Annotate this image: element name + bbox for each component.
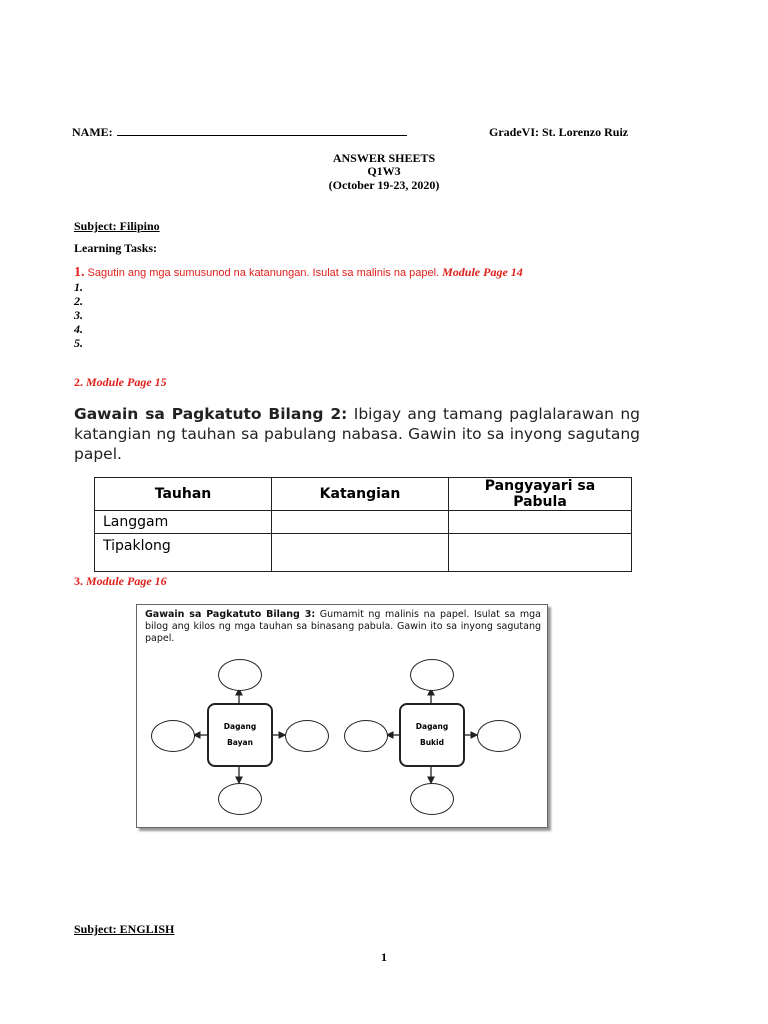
task3-number: 3. [74,574,83,588]
name-field [72,125,407,140]
table-header-pangyayari: Pangyayari sa Pabula [449,478,632,511]
box2-line2: Bukid [420,738,444,747]
task2-line [74,375,167,390]
box2-line1: Dagang [415,722,449,731]
answer-oval[interactable] [218,659,262,691]
box1-line2: Bayan [227,738,253,747]
task3-figure-instruction: Gumamit ng malinis na papel. Isulat sa mga bilog ang kilos ng mga tauhan sa binasang pabula. Gawin ito sa inyong sagutang papel. [145,609,541,644]
task2-figure [74,404,644,570]
table-header-tauhan: Tauhan [95,478,272,511]
task2-figure-instruction: Ibigay ang tamang paglalarawan ng katangian ng tauhan sa pabulang nabasa. Gawin ito sa inyong sagutang papel. [74,405,640,463]
table-cell-tauhan: Langgam [95,511,272,534]
answer-item-2: 2. [74,294,83,308]
tauhan-table [94,477,632,572]
table-header-katangian: Katangian [272,478,449,511]
answer-oval[interactable] [218,783,262,815]
answer-oval[interactable] [285,720,329,752]
answer-item-4: 4. [74,322,83,336]
table-row [95,534,632,572]
dagang-bukid-box [399,703,465,767]
task3-line [74,574,167,589]
task2-figure-heading: Gawain sa Pagkatuto Bilang 2: [74,405,348,423]
grade-section-label: GradeVI: St. Lorenzo Ruiz [489,125,629,139]
answer-oval[interactable] [410,783,454,815]
answer-oval[interactable] [410,659,454,691]
table-cell-katangian[interactable] [272,534,449,572]
task3-figure [136,604,548,828]
answer-oval[interactable] [477,720,521,752]
subject-filipino: Subject: Filipino [74,219,160,233]
name-blank-line[interactable] [117,125,407,136]
table-cell-pangyayari[interactable] [449,511,632,534]
task2-module-ref: Module Page 15 [86,375,167,389]
table-row [95,511,632,534]
task2-figure-text [74,404,640,464]
title-line-1: ANSWER SHEETS [332,151,436,165]
dagang-bayan-box [207,703,273,767]
task1-instruction: Sagutin ang mga sumusunod na katanungan. Isulat sa malinis na papel. [87,267,440,279]
diagram-arrows [137,605,547,827]
answer-item-1: 1. [74,280,83,294]
answer-oval[interactable] [344,720,388,752]
table-cell-tauhan: Tipaklong [95,534,272,572]
task3-figure-heading: Gawain sa Pagkatuto Bilang 3: [145,609,316,620]
answer-item-5: 5. [74,336,83,350]
task2-number: 2. [74,375,83,389]
table-cell-katangian[interactable] [272,511,449,534]
title-line-2: Q1W3 [367,164,401,178]
task1-number: 1. [74,265,85,280]
box1-line1: Dagang [223,722,257,731]
task3-module-ref: Module Page 16 [86,574,167,588]
page-number: 1 [381,950,387,964]
learning-tasks-label: Learning Tasks: [74,241,158,255]
title-line-3: (October 19-23, 2020) [328,178,440,192]
subject-english: Subject: ENGLISH [74,922,175,936]
answer-item-3: 3. [74,308,83,322]
name-label: NAME: [72,125,113,139]
table-cell-pangyayari[interactable] [449,534,632,572]
answer-oval[interactable] [151,720,195,752]
task1-module-ref: Module Page 14 [442,265,523,279]
task1-line [74,265,523,281]
